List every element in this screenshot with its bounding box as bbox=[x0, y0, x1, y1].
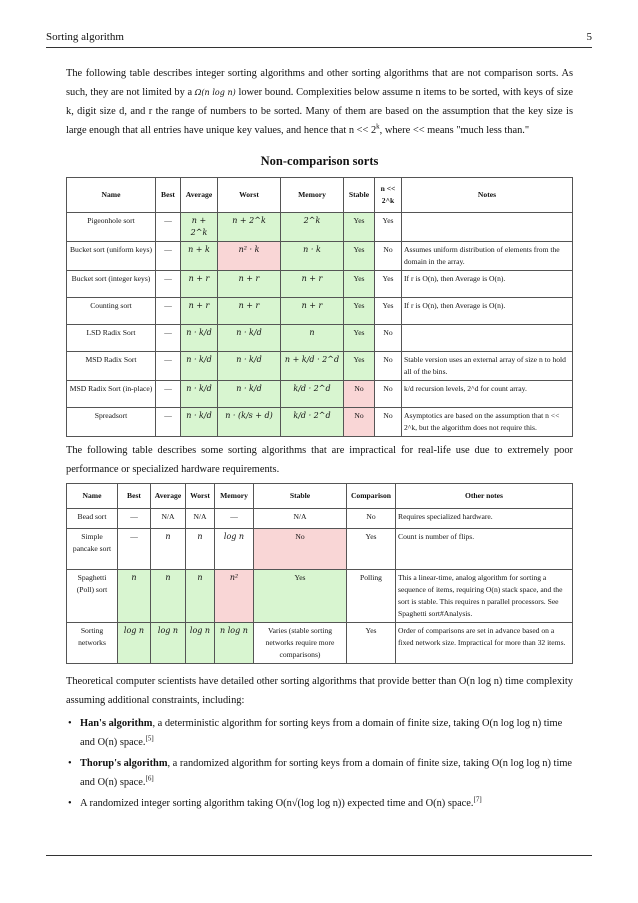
bound-formula: Ω(n log n) bbox=[194, 88, 236, 97]
page-number: 5 bbox=[586, 31, 592, 43]
list-item: • A randomized integer sorting algorithm taking O(n√(log log n)) expected time and O(n) space.[7] bbox=[80, 794, 573, 813]
table-row: MSD Radix Sort — n · k/d n · k/d n + k/d · 2^d Yes No Stable version uses an external array of size n to hold all of the bins. bbox=[67, 352, 573, 381]
col-header: Average bbox=[181, 178, 218, 213]
footer-rule bbox=[46, 855, 592, 856]
col-header: Name bbox=[67, 178, 156, 213]
non-comparison-table bbox=[66, 177, 573, 437]
table-row: Bucket sort (uniform keys) — n + k n² · k n · k Yes No Assumes uniform distribution of elements from the domain in the array. bbox=[67, 242, 573, 271]
col-header: Worst bbox=[186, 484, 215, 509]
header-title: Sorting algorithm bbox=[46, 31, 124, 43]
list-item: • Thorup's algorithm, a randomized algorithm for sorting keys from a domain of finite size, taking O(n log log n) time and O(n) space.[6] bbox=[80, 754, 573, 792]
mid-paragraph: The following table describes some sorting algorithms that are impractical for real-life use due to extremely poor performance or specialized hardware requirements. bbox=[66, 445, 573, 475]
col-header: Stable bbox=[254, 484, 347, 509]
impractical-sorts-table bbox=[66, 483, 573, 664]
table-row: MSD Radix Sort (in-place) — n · k/d n · k/d k/d · 2^d No No k/d recursion levels, 2^d for count array. bbox=[67, 381, 573, 408]
col-header: Notes bbox=[402, 178, 573, 213]
table-row: Spreadsort — n · k/d n · (k/s + d) k/d · 2^d No No Asymptotics are based on the assumption that n << 2^k, but the algorithm does not require this. bbox=[67, 408, 573, 437]
table-row: LSD Radix Sort — n · k/d n · k/d n Yes No bbox=[67, 325, 573, 352]
table-row: Simple pancake sort — n n log n No Yes Count is number of flips. bbox=[67, 529, 573, 570]
algorithm-list bbox=[66, 714, 573, 813]
table-row: Bead sort — N/A N/A — N/A No Requires specialized hardware. bbox=[67, 509, 573, 529]
header-rule bbox=[46, 47, 592, 48]
col-header: Memory bbox=[281, 178, 344, 213]
page-body bbox=[66, 64, 573, 815]
col-header: n << 2^k bbox=[375, 178, 402, 213]
table1-title: Non-comparison sorts bbox=[260, 154, 379, 168]
col-header: Stable bbox=[344, 178, 375, 213]
col-header: Other notes bbox=[396, 484, 573, 509]
outro-paragraph: Theoretical computer scientists have detailed other sorting algorithms that provide better than O(n log n) time complexity assuming additional constraints, including: bbox=[66, 676, 573, 706]
col-header: Memory bbox=[215, 484, 254, 509]
col-header: Best bbox=[156, 178, 181, 213]
col-header: Average bbox=[151, 484, 186, 509]
col-header: Comparison bbox=[347, 484, 396, 509]
citation-link[interactable]: [5] bbox=[145, 734, 154, 743]
running-header bbox=[46, 31, 592, 47]
col-header: Best bbox=[118, 484, 151, 509]
table-row: Bucket sort (integer keys) — n + r n + r n + r Yes Yes If r is O(n), then Average is O(n). bbox=[67, 271, 573, 298]
intro-paragraph: The following table describes integer sorting algorithms and other sorting algorithms that are not comparison sorts. As such, they are not limited by a Ω(n log n) lower bound. Complexities below assume n items to be sorted, with keys of size k, digit size d, and r the range of numbers to be sorted. Many of them are based on the assumption that the key size is large enough that all entries have unique key values, and hence that $n << 2^k$, where << means "much less than." bbox=[66, 68, 573, 136]
table-row: Sorting networks log n log n log n n log n Varies (stable sorting networks require more comparisons) Yes Order of comparisons are set in advance based on a fixed network size. Impractical for more than 32 items. bbox=[67, 623, 573, 664]
col-header: Worst bbox=[218, 178, 281, 213]
col-header: Name bbox=[67, 484, 118, 509]
citation-link[interactable]: [6] bbox=[145, 774, 154, 783]
citation-link[interactable]: [7] bbox=[473, 795, 482, 804]
table-row: Spaghetti (Poll) sort n n n n² Yes Polling This a linear-time, analog algorithm for sorting a sequence of items, requiring O(n) stack space, and the sort is stable. This requires n parallel processors. See Spaghetti sort#Analysis. bbox=[67, 570, 573, 623]
table-row: Pigeonhole sort — n + 2^k n + 2^k 2^k Yes Yes bbox=[67, 213, 573, 242]
table-row: Counting sort — n + r n + r n + r Yes Yes If r is O(n), then Average is O(n). bbox=[67, 298, 573, 325]
list-item: • Han's algorithm, a deterministic algorithm for sorting keys from a domain of finite size, taking O(n log log n) time and O(n) space.[5] bbox=[80, 714, 573, 752]
